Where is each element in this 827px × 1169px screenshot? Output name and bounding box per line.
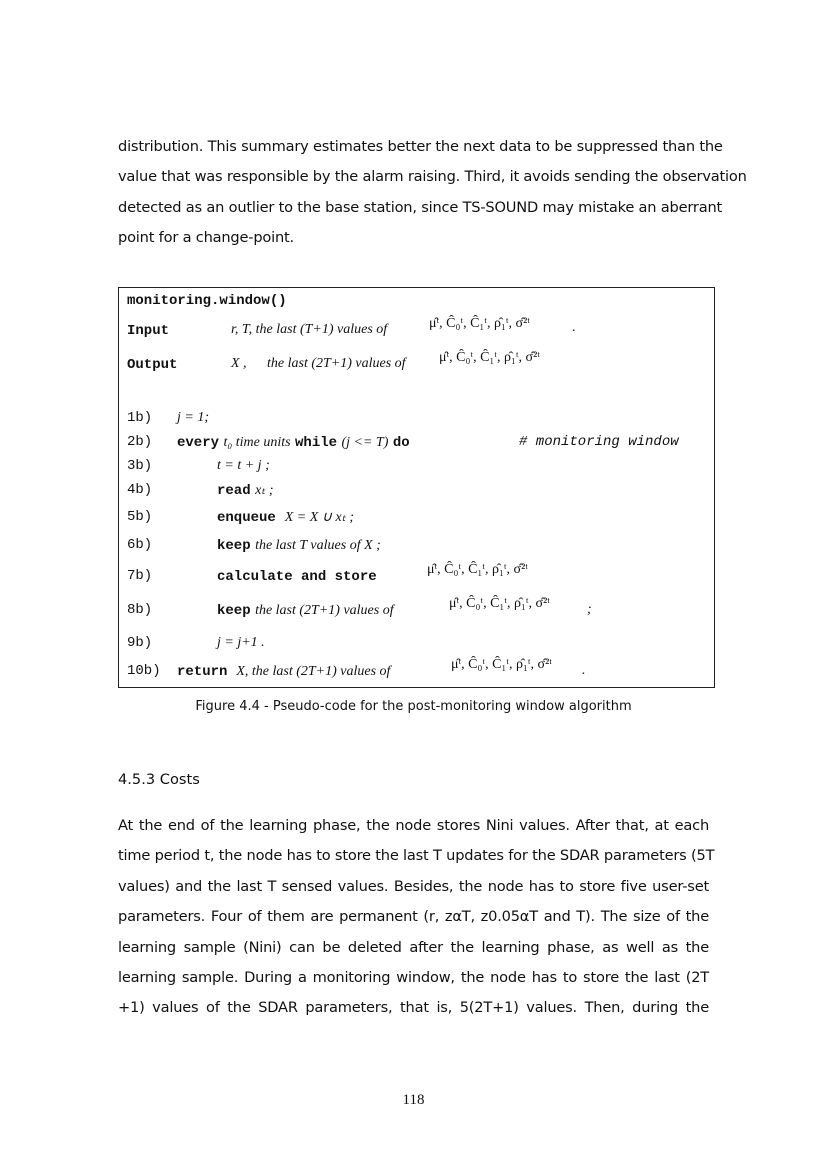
algorithm-output (127, 350, 540, 373)
sdar-symbols: μ̂ᵗ, Ĉ₀ᵗ, Ĉ₁ᵗ, ρ̂₁ᵗ, σ̂²ᵗ (451, 657, 552, 672)
section-heading: 4.5.3 Costs (118, 771, 200, 788)
sdar-symbols: μ̂ᵗ, Ĉ₀ᵗ, Ĉ₁ᵗ, ρ̂₁ᵗ, σ̂²ᵗ (449, 596, 550, 611)
text-line: point for a change-point. (118, 229, 294, 247)
comment: # monitoring window (519, 434, 679, 450)
output-var: X , (231, 356, 247, 371)
text-line: time period t, the node has to store the last T updates for the SDAR parameters (5T (118, 847, 715, 865)
sdar-symbols: μ̂ᵗ, Ĉ₀ᵗ, Ĉ₁ᵗ, ρ̂₁ᵗ, σ̂²ᵗ (427, 562, 528, 577)
text-line: At the end of the learning phase, the node stores Nini values. After that, at each (118, 817, 709, 834)
text-line: +1) values of the SDAR parameters, that is, 5(2T+1) values. Then, during the (118, 999, 709, 1017)
text-line: value that was responsible by the alarm raising. Third, it avoids sending the observation (118, 168, 747, 186)
text-line: learning sample. During a monitoring window, the node has to store the last (2T (118, 968, 709, 986)
text-line: distribution. This summary estimates better the next data to be suppressed than the (118, 138, 723, 155)
algorithm-header: monitoring.window() (127, 293, 287, 309)
sdar-symbols: μ̂ᵗ, Ĉ₀ᵗ, Ĉ₁ᵗ, ρ̂₁ᵗ, σ̂²ᵗ (429, 316, 530, 331)
page-number: 118 (402, 1092, 425, 1108)
algorithm-input: Input r, T, the last (T+1) values of μ̂ᵗ, Ĉ₀ᵗ, Ĉ₁ᵗ, ρ̂₁ᵗ, σ̂²ᵗ . (127, 316, 576, 339)
text-line: parameters. Four of them are permanent (r, zαT, z0.05αT and T). The size of the (118, 908, 709, 926)
sdar-symbols: μ̂ᵗ, Ĉ₀ᵗ, Ĉ₁ᵗ, ρ̂₁ᵗ, σ̂²ᵗ (439, 350, 540, 365)
text-line: learning sample (Nini) can be deleted after the learning phase, as well as the (118, 938, 709, 956)
paragraph-costs (118, 811, 715, 1024)
output-label: Output (127, 357, 178, 373)
output-text: the last (2T+1) values of (267, 356, 406, 371)
paragraph-distribution (118, 132, 747, 254)
input-label: Input (127, 323, 170, 339)
text-line: values) and the last T sensed values. Besides, the node has to store five user-set (118, 877, 709, 895)
figure-caption: Figure 4.4 - Pseudo-code for the post-monitoring window algorithm (195, 699, 632, 714)
algorithm-box: monitoring.window() Input r, T, the last (T+1) values of μ̂ᵗ, Ĉ₀ᵗ, Ĉ₁ᵗ, ρ̂₁ᵗ, σ̂²ᵗ . Output X , the last (2T+1) values of μ̂ᵗ, Ĉ₀ᵗ, Ĉ₁ᵗ, ρ̂₁ᵗ, σ̂²ᵗ 1b) j = 1; 2b) every t₀ time units while (j <= T) do # monitoring window 3b) t = t + j ; 4b) read xₜ ; 5b) enqueue X = X ∪ xₜ ; 6b) keep the last T values of X ; 7b) calculate and store μ̂ᵗ, Ĉ₀ᵗ, Ĉ₁ᵗ, ρ̂₁ᵗ, σ̂²ᵗ 8b) keep the last (2T+1) values of μ̂ᵗ, Ĉ₀ᵗ, Ĉ₁ᵗ, ρ̂₁ᵗ, σ̂²ᵗ ; 9b) j = j+1 . 10b) return X, the last (2T+1) values of μ̂ᵗ, Ĉ₀ᵗ, Ĉ₁ᵗ, ρ̂₁ᵗ, σ̂²ᵗ . (118, 287, 715, 688)
text-line: detected as an outlier to the base station, since TS-SOUND may mistake an aberrant (118, 198, 723, 216)
input-text: r, T, the last (T+1) values of (231, 322, 388, 337)
